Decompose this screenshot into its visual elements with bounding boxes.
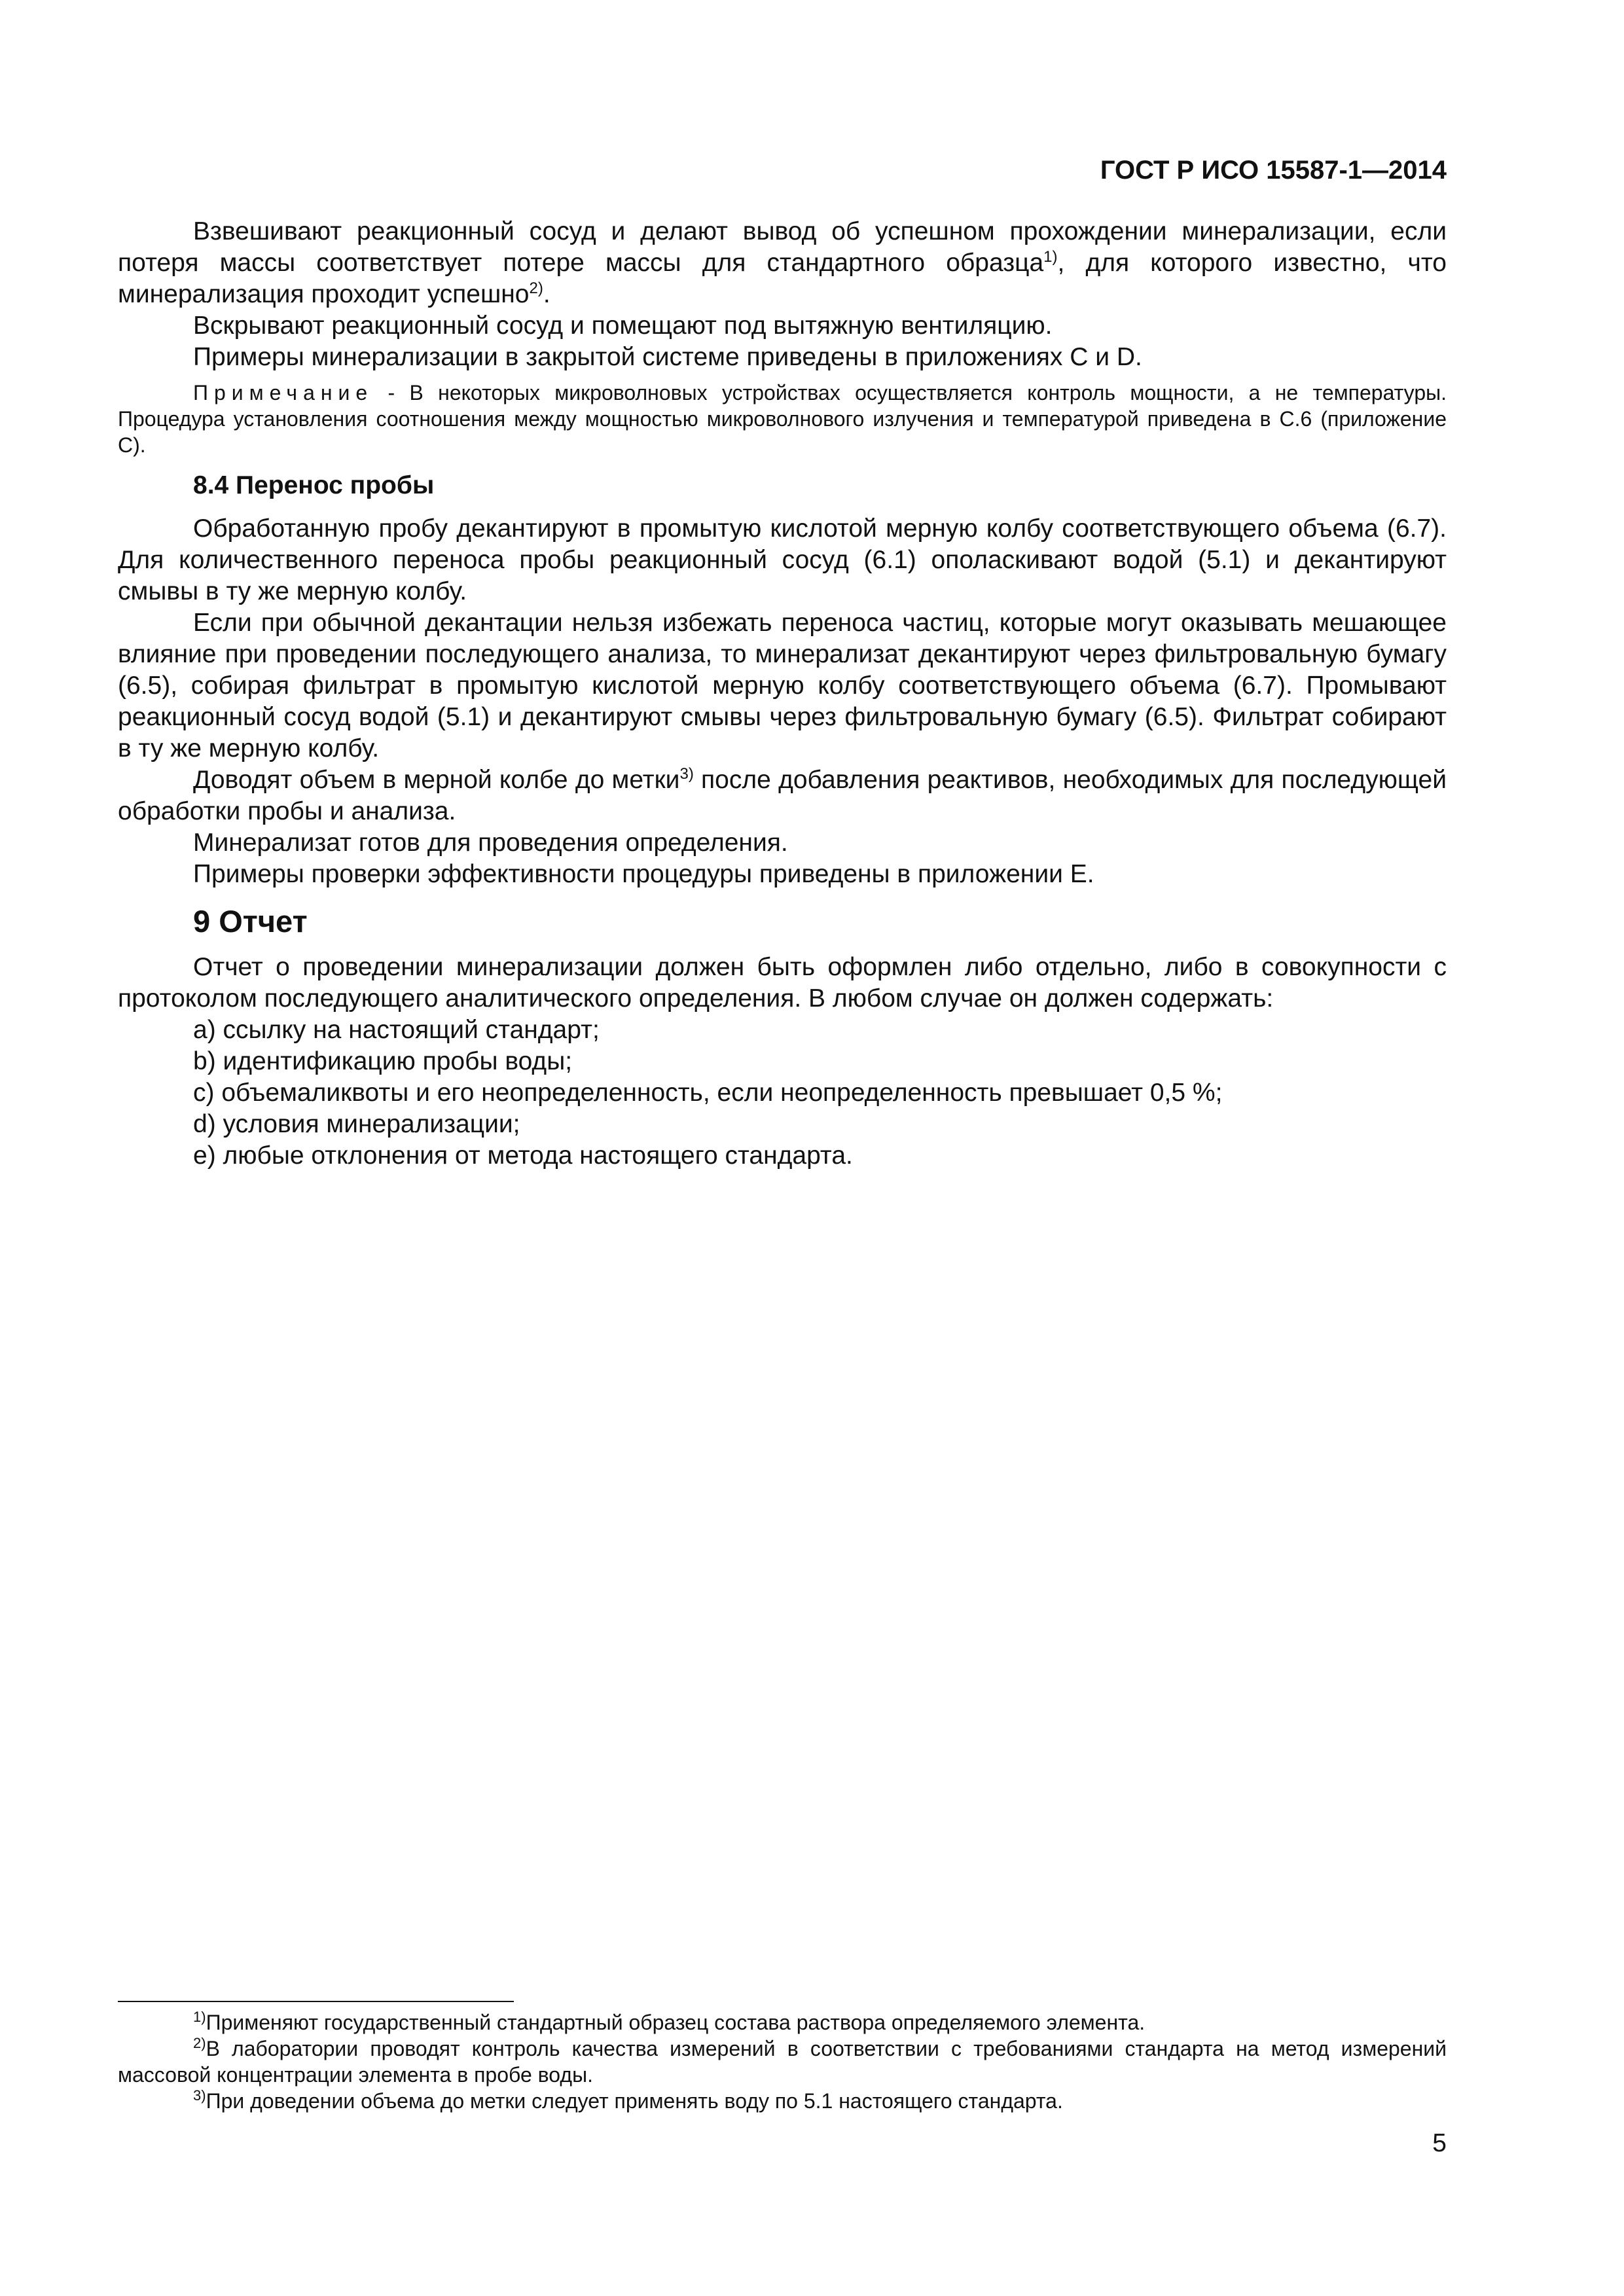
footnote-ref-3: 3) [679,765,694,783]
paragraph-text: Доводят объем в мерной колбе до метки [193,766,680,794]
paragraph-weighing [118,216,1447,310]
paragraph-volume [118,764,1447,827]
section-heading-9: 9 Отчет [193,904,308,939]
document-code-header: ГОСТ Р ИСО 15587-1—2014 [1100,156,1447,185]
footnote-text: Применяют государственный стандартный образец состава раствора определяемого элемента. [206,2011,1146,2034]
report-requirements-list [118,1014,1447,1172]
note-label: Примечание [193,381,374,404]
paragraph-report: Отчет о проведении минерализации должен быть оформлен либо отдельно, либо в совокупности с протоколом последующего аналитического определения. В любом случае он должен содержать: [118,953,1447,1013]
paragraph-text: , для которого известно, что минерализация проходит успешно [118,249,1447,308]
footnote-text: При доведении объема до метки следует применять воду по 5.1 настоящего стандарта. [206,2089,1063,2113]
footnote-separator [118,2001,514,2002]
note [118,380,1447,458]
paragraph-decant: Обработанную пробу декантируют в промытую кислотой мерную колбу соответствующего объема (6.7). Для количественного переноса пробы реакционный сосуд (6.1) ополаскивают водой (5.1) и декантируют смывы в ту же мерную колбу. [118,514,1447,605]
paragraph-ready: Минерализат готов для проведения определения. [193,829,788,857]
paragraph-text: после добавления реактивов, необходимых для последующей обработки пробы и анализа. [118,766,1447,825]
footnote-mark: 1) [193,2009,206,2025]
note-text: - В некоторых микроволновых устройствах осуществляется контроль мощности, а не температуры. Процедура установления соотношения между мощностью микроволнового излучения и температурой приведена в С.6 (приложение С). [118,381,1447,457]
footnote-mark: 2) [193,2035,206,2051]
paragraph-open-vessel: Вскрывают реакционный сосуд и помещают под вытяжную вентиляцию. [193,312,1053,340]
footnote-ref-2: 2) [529,279,543,297]
list-item: d) условия минерализации; [193,1110,520,1138]
main-content [118,216,1447,1172]
list-item: а) ссылку на настоящий стандарт; [193,1016,600,1044]
footnote-ref-1: 1) [1043,248,1058,266]
paragraph-examples-closed: Примеры минерализации в закрытой системе приведены в приложениях С и D. [193,343,1142,371]
page-number: 5 [1432,2129,1447,2157]
paragraph-text: Взвешивают реакционный сосуд и делают вывод об успешном прохождении минерализации, если потеря массы соответствует потере массы для стандартного образца [118,217,1447,277]
footnote-mark: 3) [193,2087,206,2104]
section-heading-8-4: 8.4 Перенос пробы [193,471,435,499]
footnote-1 [118,2009,1447,2036]
footnote-2 [118,2036,1447,2088]
paragraph-text: . [543,280,550,308]
list-item: b) идентификацию пробы воды; [193,1047,573,1075]
footnote-3 [118,2088,1447,2114]
paragraph-examples-check: Примеры проверки эффективности процедуры приведены в приложении Е. [193,860,1094,888]
list-item: е) любые отклонения от метода настоящего стандарта. [193,1141,853,1170]
paragraph-filter: Если при обычной декантации нельзя избежать переноса частиц, которые могут оказывать мешающее влияние при проведении последующего анализа, то минерализат декантируют через фильтровальную бумагу (6.5), собирая фильтрат в промытую кислотой мерную колбу соответствующего объема (6.7). Промывают реакционный сосуд водой (5.1) и декантируют смывы через фильтровальную бумагу (6.5). Фильтрат собирают в ту же мерную колбу. [118,609,1447,762]
footnotes [118,2009,1447,2114]
list-item: с) объемаликвоты и его неопределенность, если неопределенность превышает 0,5 %; [193,1079,1223,1107]
footnote-text: В лаборатории проводят контроль качества измерений в соответствии с требованиями стандарта на метод измерений массовой концентрации элемента в пробе воды. [118,2037,1447,2087]
